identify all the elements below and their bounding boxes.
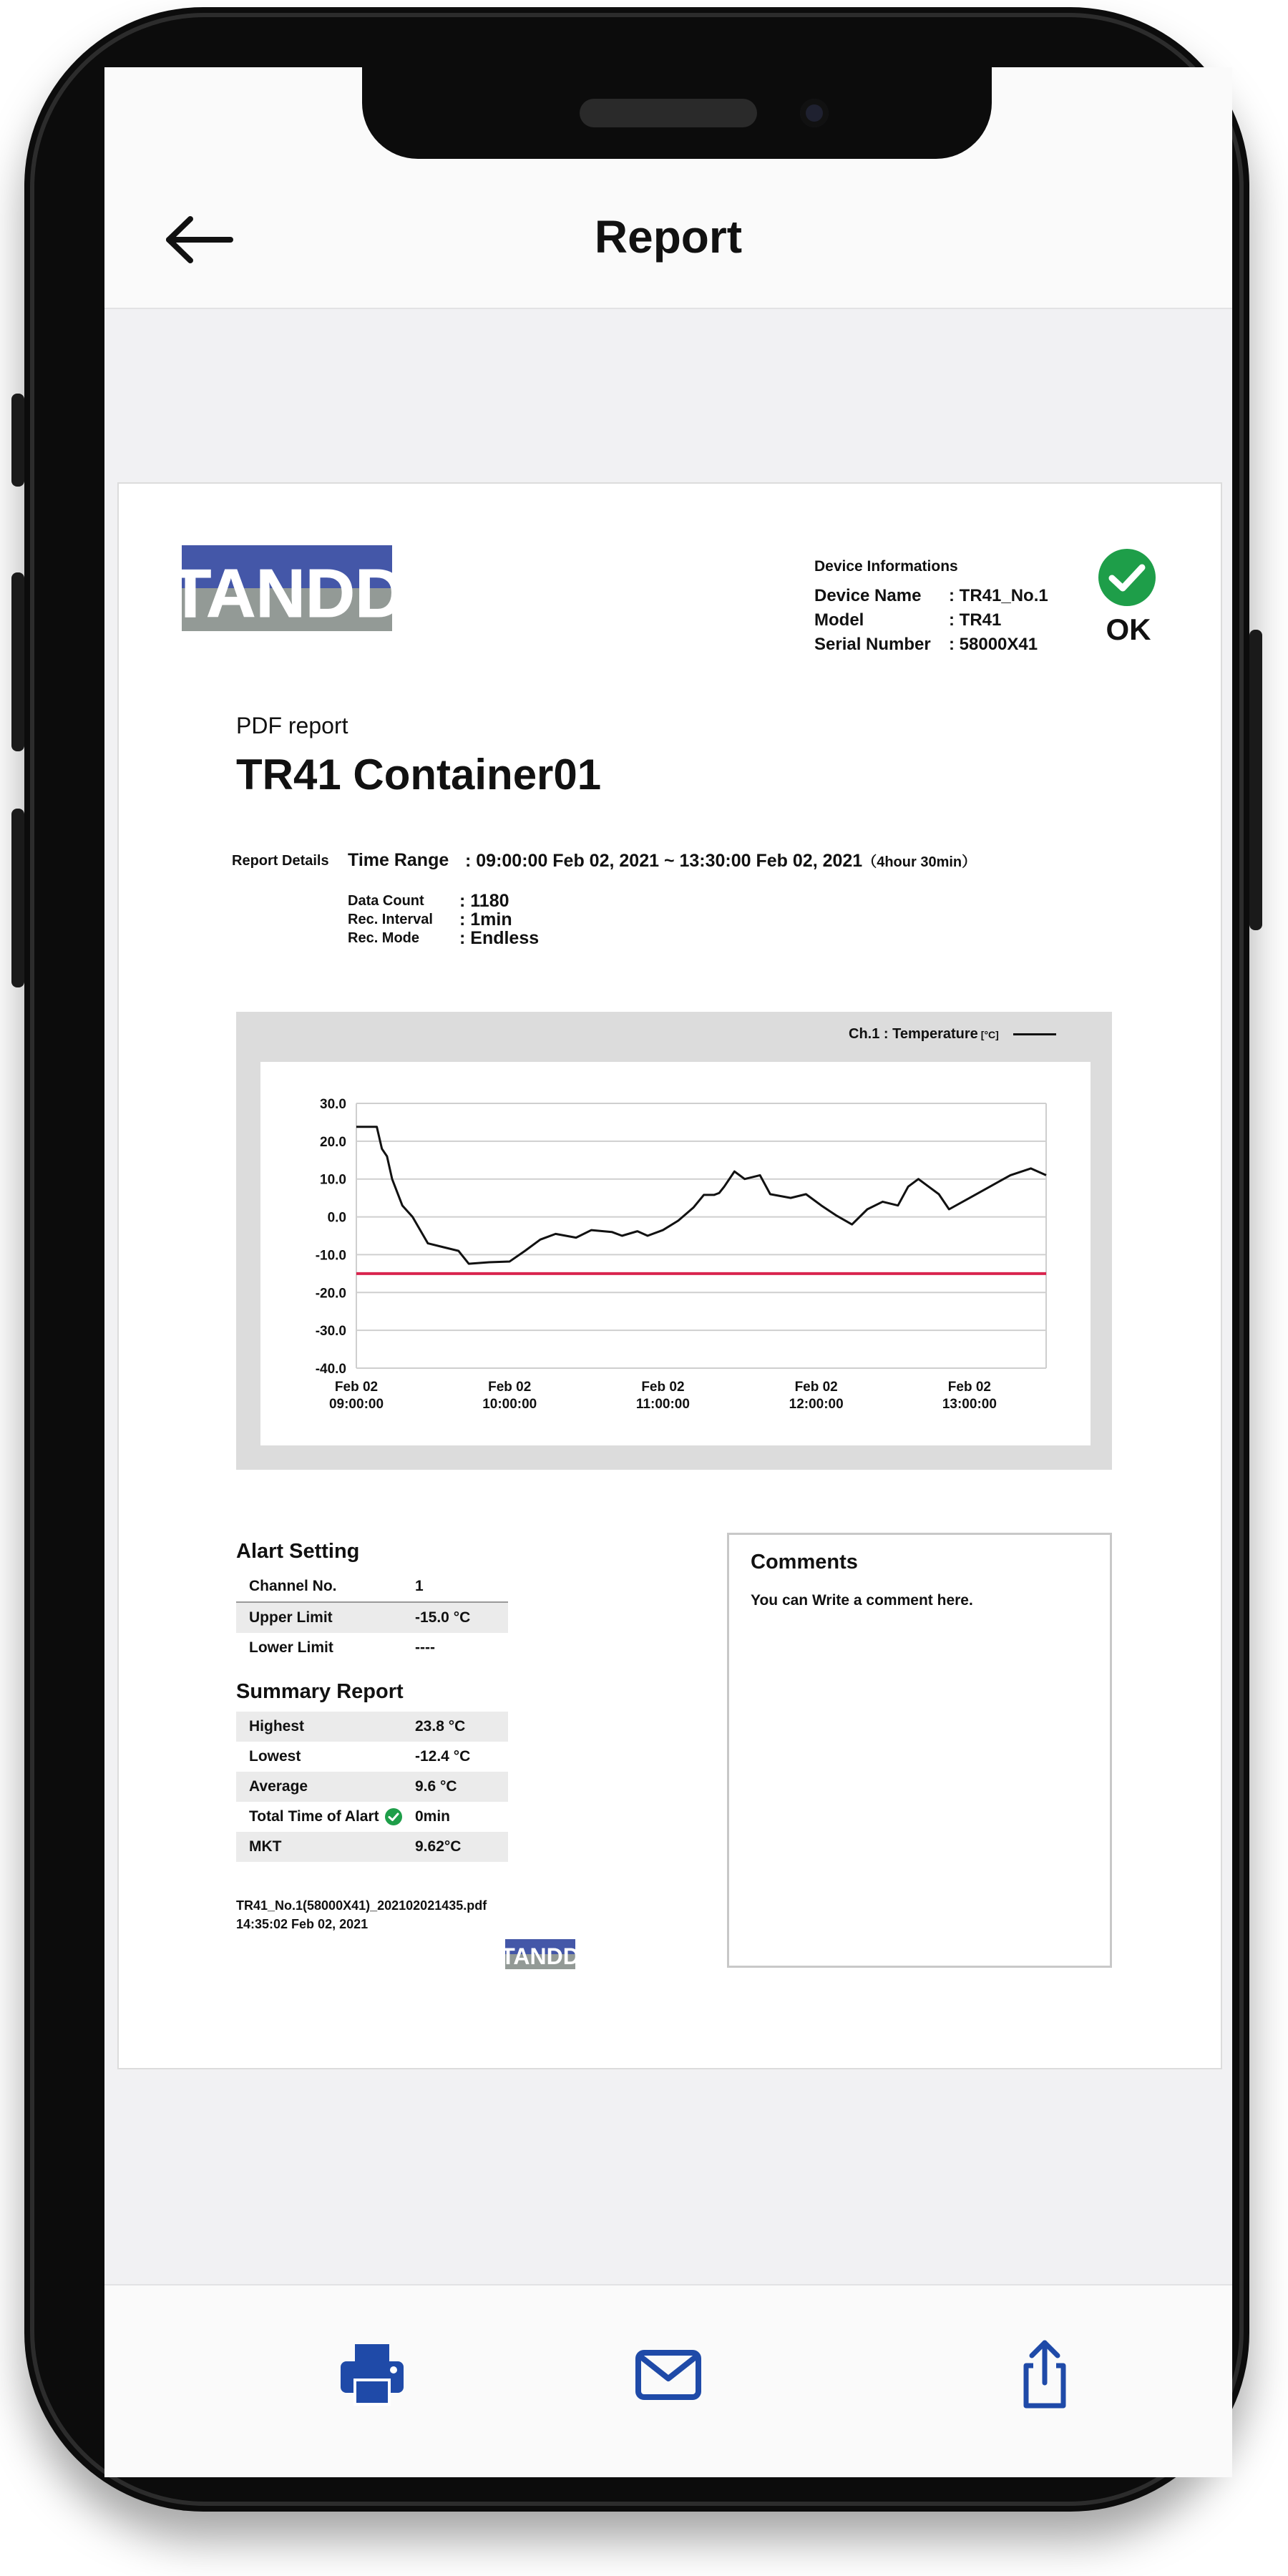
chart-plot-area (260, 1062, 1091, 1445)
status-ok-label: OK (1106, 613, 1151, 646)
y-tick-label: -20.0 (315, 1286, 346, 1302)
device-info-row: Model : TR41 (814, 610, 1002, 630)
bottom-toolbar (104, 2284, 1232, 2477)
duration: （4hour 30min） (862, 854, 977, 870)
report-details-list (348, 892, 539, 947)
legend-swatch (1013, 1033, 1056, 1035)
comments-body: You can Write a comment here. (751, 1592, 973, 1609)
screen (104, 67, 1232, 2476)
volume-down-button (11, 809, 24, 987)
share-icon[interactable] (1009, 2338, 1080, 2410)
file-timestamp: 14:35:02 Feb 02, 2021 (236, 1917, 369, 1931)
table-row: Lowest -12.4 °C (249, 1748, 471, 1765)
page-title: Report (594, 211, 743, 263)
x-tick-label: Feb 02 (488, 1380, 532, 1395)
detail-row: Data Count : 1180 (348, 891, 509, 911)
detail-row: Rec. Interval : 1min (348, 909, 512, 930)
table-row: MKT 9.62°C (236, 1832, 508, 1862)
temperature-series-line (356, 1127, 1046, 1264)
x-tick-label: Feb 02 (641, 1380, 685, 1395)
tandd-logo (169, 545, 405, 632)
y-tick-label: 30.0 (320, 1097, 346, 1112)
report-page (117, 482, 1222, 2069)
time-range-value: : 09:00:00 Feb 02, 2021 ~ 13:30:00 Feb 02, 2021（4hour 30min） (465, 851, 977, 871)
time-range-label: Time Range (348, 850, 449, 870)
table-row: Total Time of Alart 0min (249, 1808, 451, 1825)
power-button (1249, 630, 1262, 930)
check-circle-icon (385, 1808, 402, 1825)
file-name: TR41_No.1(58000X41)_202102021435.pdf (236, 1898, 487, 1913)
x-tick-label: 09:00:00 (328, 1397, 384, 1412)
file-info (236, 1896, 487, 1933)
summary-report-table (236, 1712, 508, 1862)
table-row: Channel No. 1 (236, 1571, 508, 1603)
x-tick-label: 13:00:00 (942, 1397, 997, 1412)
y-tick-label: -30.0 (315, 1324, 346, 1340)
svg-text:TANDD: TANDD (169, 555, 405, 632)
silent-switch (11, 394, 24, 487)
device-info-row: Device Name : TR41_No.1 (814, 586, 1048, 605)
device-info-row: Serial Number : 58000X41 (814, 635, 1038, 654)
y-tick-label: 10.0 (320, 1172, 346, 1188)
table-row: Lower Limit ---- (249, 1639, 435, 1656)
table-row: Highest 23.8 °C (236, 1712, 508, 1742)
y-tick-label: -40.0 (315, 1362, 346, 1377)
detail-row: Rec. Mode : Endless (348, 928, 540, 948)
volume-up-button (11, 572, 24, 751)
table-row: Upper Limit -15.0 °C (236, 1603, 508, 1633)
front-camera (800, 99, 829, 127)
chart-panel (236, 1012, 1112, 1470)
device-info-heading: Device Informations (814, 558, 958, 575)
temperature-chart (260, 1062, 1091, 1445)
y-tick-label: 0.0 (327, 1210, 346, 1226)
tandd-logo-small (501, 1939, 580, 1969)
legend-label: Ch.1 : Temperature (849, 1026, 978, 1042)
y-tick-label: 20.0 (320, 1134, 346, 1150)
y-tick-label: -10.0 (315, 1248, 346, 1264)
legend-unit: [°C] (980, 1028, 999, 1040)
printer-icon[interactable] (336, 2338, 408, 2410)
check-circle-icon (1098, 548, 1156, 607)
summary-report-heading: Summary Report (236, 1680, 404, 1703)
chart-legend (849, 1026, 1056, 1043)
comments-heading: Comments (751, 1551, 858, 1574)
x-tick-label: 11:00:00 (635, 1397, 690, 1412)
speaker-grille (580, 99, 757, 127)
svg-text:TANDD: TANDD (501, 1943, 580, 1969)
x-tick-label: 12:00:00 (789, 1397, 844, 1412)
mail-icon[interactable] (633, 2338, 704, 2410)
report-details-label: Report Details (232, 853, 329, 869)
report-title: TR41 Container01 (236, 751, 602, 799)
comments-box[interactable] (727, 1533, 1112, 1968)
table-row: Average 9.6 °C (236, 1772, 508, 1802)
pdf-report-label: PDF report (236, 713, 348, 738)
notch (362, 67, 992, 159)
phone-frame (24, 7, 1249, 2512)
x-tick-label: Feb 02 (794, 1380, 838, 1395)
x-tick-label: Feb 02 (334, 1380, 379, 1395)
device-informations (814, 558, 1048, 657)
x-tick-label: 10:00:00 (482, 1397, 537, 1412)
alert-setting-table (236, 1571, 508, 1663)
alert-setting-heading: Alart Setting (236, 1540, 360, 1563)
x-tick-label: Feb 02 (947, 1380, 991, 1395)
